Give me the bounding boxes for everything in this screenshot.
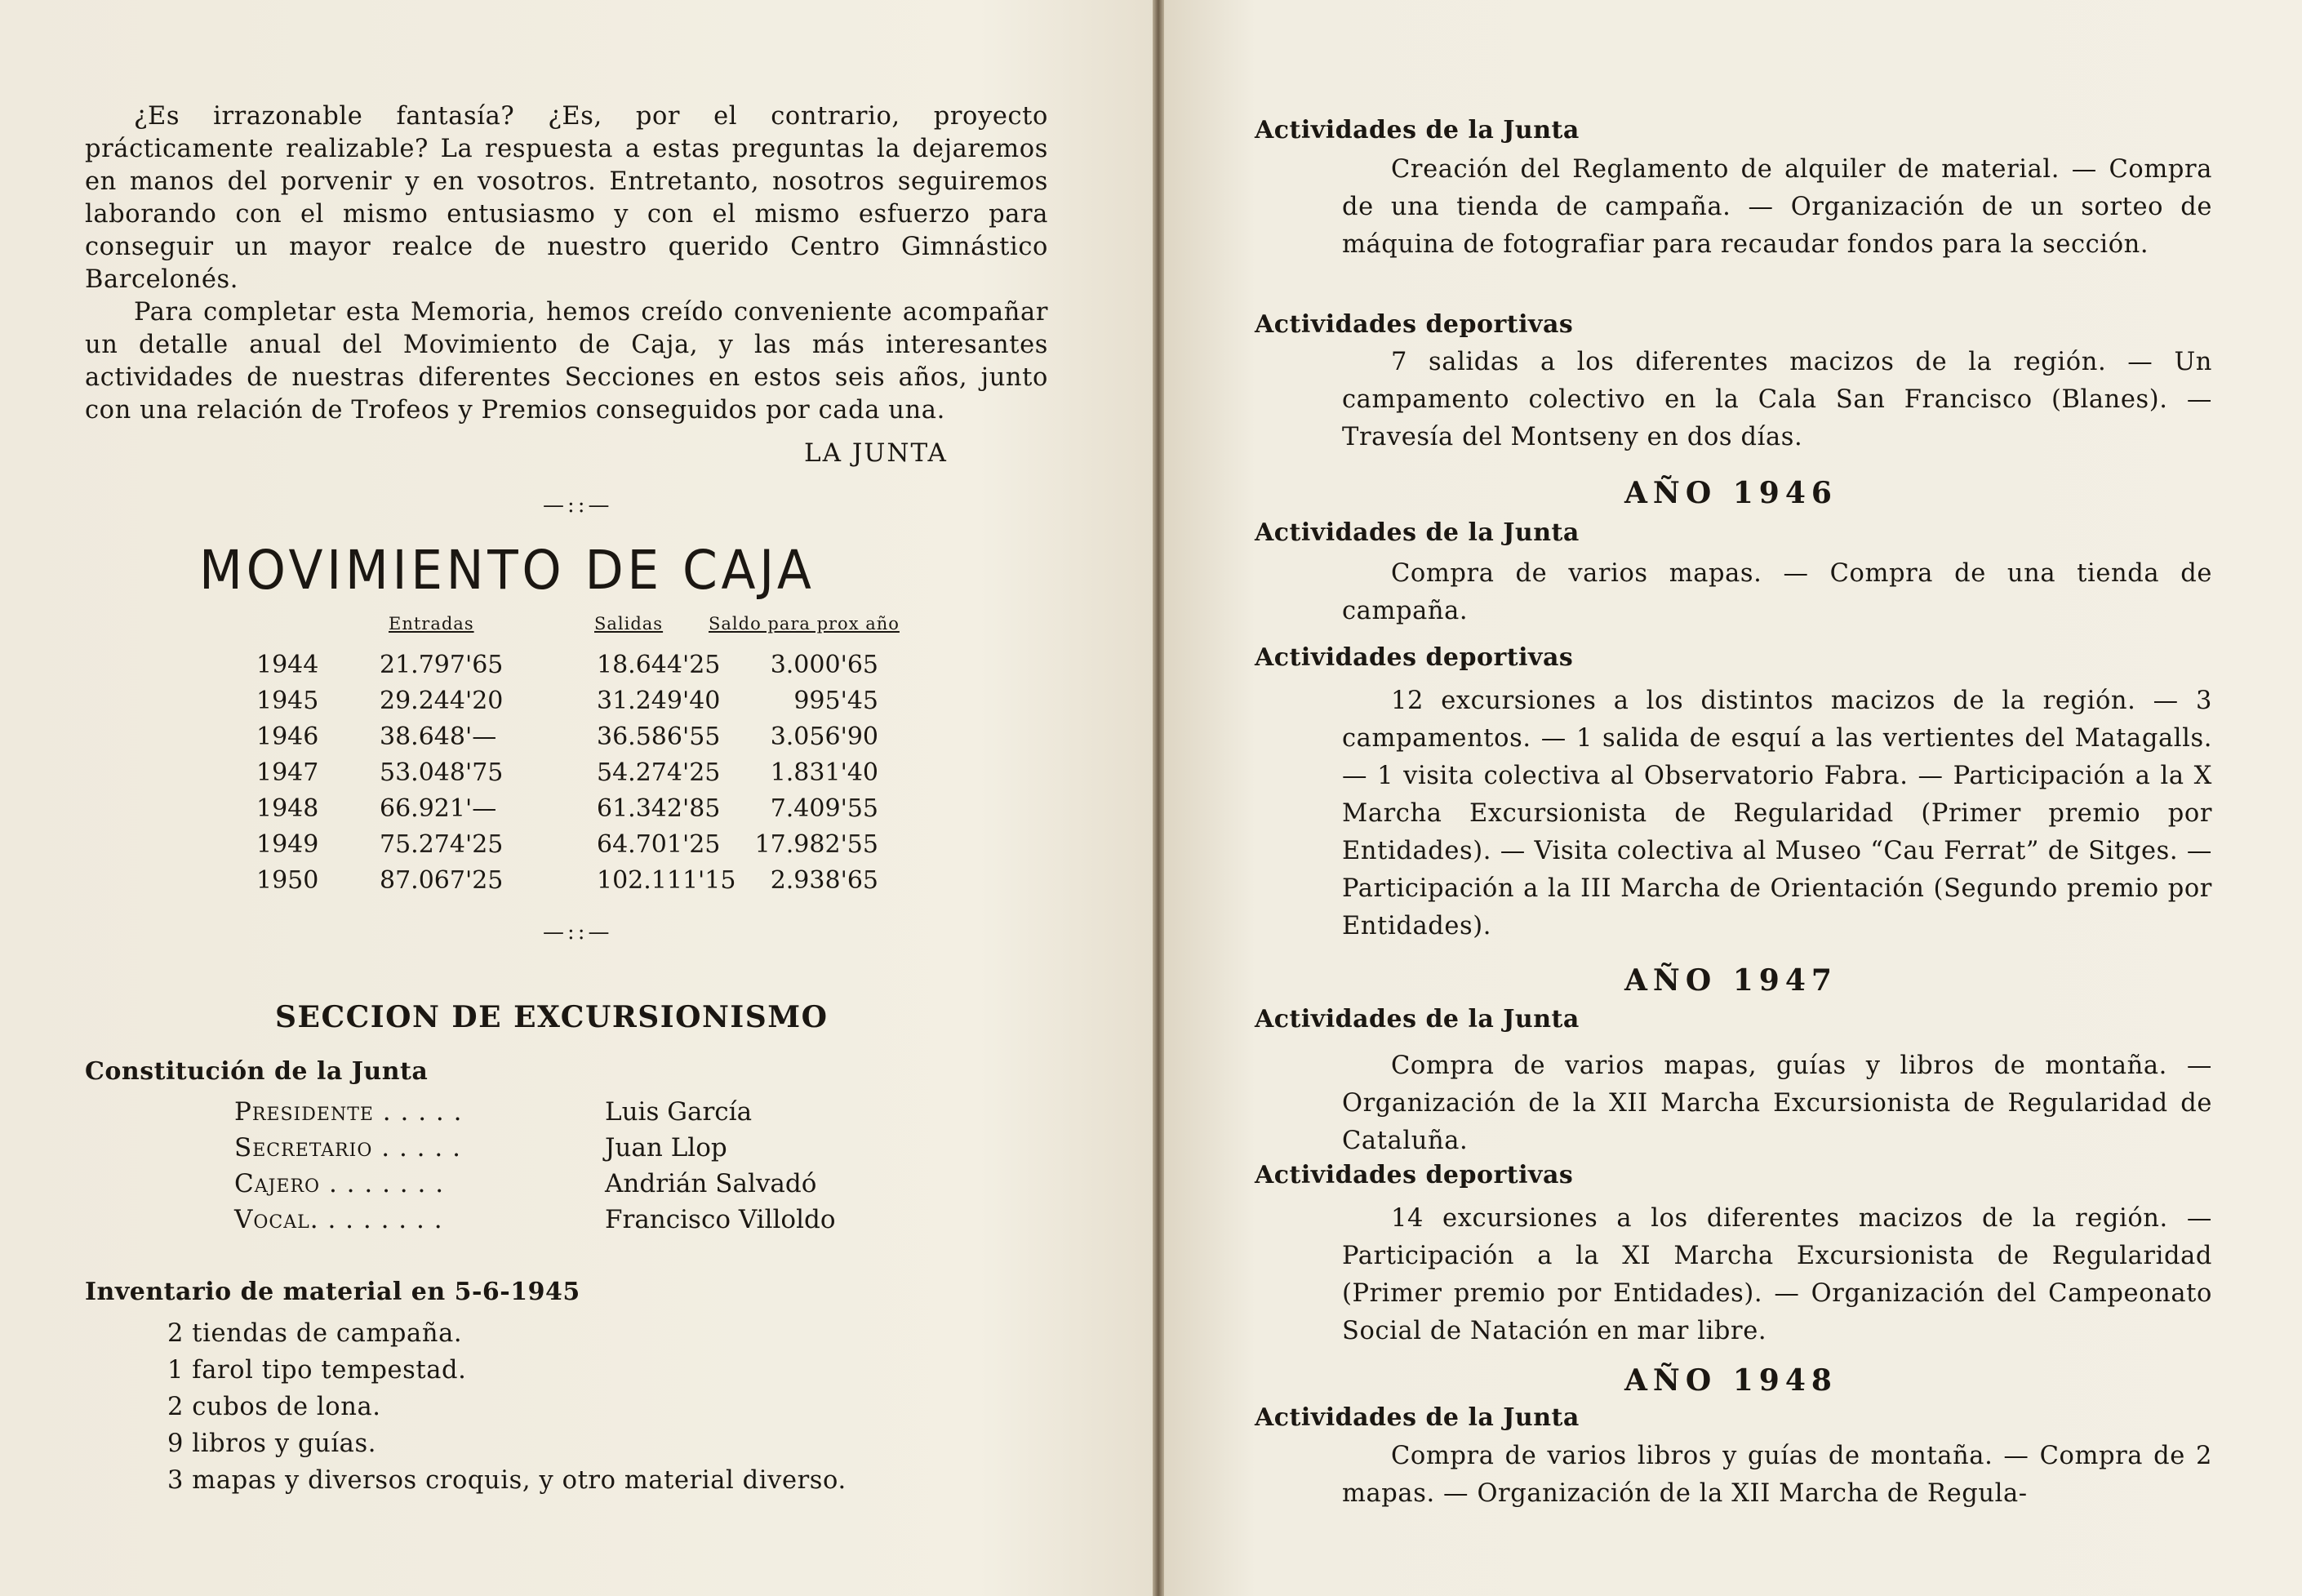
- cash-year: 1950: [256, 866, 319, 895]
- cash-row: [0, 829, 1153, 861]
- intro-paragraph: Para completar esta Memoria, hemos creído conveniente acompañar un detalle anual del Movimiento de Caja, y las más interesantes actividades de nuestras diferentes Secciones en estos seis años, junto con una relación de Trofeos y Premios conseguidos por cada una.: [85, 298, 1048, 425]
- junta-role: Presidente . . . . .: [234, 1097, 463, 1127]
- cash-year: 1945: [256, 687, 319, 715]
- heading-actividades-junta: Actividades de la Junta: [1255, 518, 1580, 547]
- text-1946-deportivas: 12 excursiones a los distintos macizos de la región. — 3 campamentos. — 1 salida de esquí a las vertientes del Matagalls. — 1 visita colectiva al Observatorio Fabra. — Participación a la X Marcha Excursionista de Regularidad (Primer premio por Entidades). — Visita colectiva al Museo “Cau Ferrat” de Sitges. — Participación a la III Marcha de Orientación (Segundo premio por Entidades).: [1342, 687, 2212, 940]
- cash-headers: [0, 614, 1153, 638]
- junta-list: [234, 1094, 1051, 1241]
- cash-saldo: 1.831'40: [770, 758, 878, 787]
- signature: LA JUNTA: [804, 438, 948, 468]
- cash-title: MOVIMIENTO DE CAJA: [199, 539, 815, 602]
- cash-salidas: 102.111'15: [597, 866, 736, 895]
- inventory-item: 1 farol tipo tempestad.: [167, 1356, 467, 1385]
- inventory-item: 9 libros y guías.: [167, 1429, 377, 1458]
- year-1948-title: AÑO 1948: [1624, 1363, 1838, 1398]
- heading-actividades-deportivas: Actividades deportivas: [1255, 310, 1574, 339]
- cash-entradas: 53.048'75: [380, 758, 504, 787]
- cash-saldo: 2.938'65: [770, 866, 878, 895]
- cash-row: [0, 649, 1153, 682]
- junta-name: Juan Llop: [605, 1133, 727, 1163]
- cash-saldo: 7.409'55: [770, 794, 878, 823]
- cash-row: [0, 865, 1153, 897]
- inventory-item: 2 tiendas de campaña.: [167, 1319, 463, 1348]
- heading-actividades-deportivas: Actividades deportivas: [1255, 1161, 1574, 1189]
- cash-row: [0, 793, 1153, 825]
- cash-entradas: 29.244'20: [380, 687, 504, 715]
- cash-salidas: 61.342'85: [597, 794, 721, 823]
- header-saldo: Saldo para prox año: [709, 614, 900, 634]
- cash-saldo: 995'45: [793, 687, 878, 715]
- cash-salidas: 54.274'25: [597, 758, 721, 787]
- text-1945-junta: Creación del Reglamento de alquiler de material. — Compra de una tienda de campaña. — Organización de un sorteo de máquina de fotografiar para recaudar fondos para la sección.: [1342, 155, 2212, 259]
- inventory-heading: Inventario de material en 5-6-1945: [85, 1278, 580, 1306]
- separator: —::—: [543, 493, 613, 518]
- cash-salidas: 64.701'25: [597, 830, 721, 859]
- junta-member: [234, 1094, 1051, 1130]
- junta-role: Secretario . . . . .: [234, 1133, 461, 1163]
- year-1946-title: AÑO 1946: [1624, 476, 1838, 510]
- cash-table: [0, 649, 1153, 910]
- cash-entradas: 75.274'25: [380, 830, 504, 859]
- intro-paragraph: ¿Es irrazonable fantasía? ¿Es, por el contrario, proyecto prácticamente realizable? La respuesta a estas preguntas la dejaremos en manos del porvenir y en vosotros. Entretanto, nosotros seguiremos laborando con el mismo entusiasmo y con el mismo esfuerzo para conseguir un mayor realce de nuestro querido Centro Gimnástico Barcelonés.: [85, 102, 1048, 294]
- junta-heading: Constitución de la Junta: [85, 1057, 429, 1086]
- junta-member: [234, 1130, 1051, 1166]
- text-1947-junta: Compra de varios mapas, guías y libros de montaña. — Organización de la XII Marcha Excursionista de Regularidad de Cataluña.: [1342, 1051, 2212, 1155]
- year-1947-title: AÑO 1947: [1624, 963, 1838, 998]
- header-entradas: Entradas: [389, 614, 474, 634]
- cash-salidas: 18.644'25: [597, 651, 721, 679]
- cash-salidas: 36.586'55: [597, 722, 721, 751]
- cash-year: 1947: [256, 758, 319, 787]
- cash-entradas: 87.067'25: [380, 866, 504, 895]
- junta-name: Francisco Villoldo: [605, 1205, 836, 1234]
- separator: —::—: [543, 920, 613, 945]
- section-title: SECCION DE EXCURSIONISMO: [275, 1000, 829, 1034]
- inventory-list: [167, 1315, 1065, 1499]
- cash-entradas: 66.921'—: [380, 794, 497, 823]
- intro-text: [85, 100, 1048, 427]
- text-1946-junta: Compra de varios mapas. — Compra de una tienda de campaña.: [1342, 559, 2212, 625]
- cash-year: 1949: [256, 830, 319, 859]
- cash-year: 1948: [256, 794, 319, 823]
- cash-row: [0, 757, 1153, 789]
- cash-entradas: 38.648'—: [380, 722, 497, 751]
- cash-year: 1944: [256, 651, 319, 679]
- cash-saldo: 3.056'90: [770, 722, 878, 751]
- heading-actividades-junta: Actividades de la Junta: [1255, 116, 1580, 144]
- header-salidas: Salidas: [594, 614, 664, 634]
- cash-saldo: 17.982'55: [754, 830, 878, 859]
- heading-actividades-deportivas: Actividades deportivas: [1255, 643, 1574, 672]
- cash-row: [0, 721, 1153, 754]
- cash-saldo: 3.000'65: [770, 651, 878, 679]
- junta-name: Andrián Salvadó: [605, 1169, 817, 1198]
- inventory-item: 3 mapas y diversos croquis, y otro material diverso.: [167, 1466, 847, 1495]
- text-1945-deportivas: 7 salidas a los diferentes macizos de la región. — Un campamento colectivo en la Cala San Francisco (Blanes). — Travesía del Montseny en dos días.: [1342, 348, 2212, 451]
- right-page: [1164, 0, 2302, 1596]
- junta-name: Luis García: [605, 1097, 753, 1127]
- heading-actividades-junta: Actividades de la Junta: [1255, 1005, 1580, 1034]
- text-1948-junta: Compra de varios libros y guías de montaña. — Compra de 2 mapas. — Organización de la XII Marcha de Regula-: [1342, 1442, 2212, 1508]
- junta-member: [234, 1166, 1051, 1202]
- cash-salidas: 31.249'40: [597, 687, 721, 715]
- text-1947-deportivas: 14 excursiones a los diferentes macizos de la región. — Participación a la XI Marcha Excursionista de Regularidad (Primer premio por Entidades). — Organización del Campeonato Social de Natación en mar libre.: [1342, 1204, 2212, 1345]
- cash-year: 1946: [256, 722, 319, 751]
- cash-row: [0, 685, 1153, 718]
- heading-actividades-junta: Actividades de la Junta: [1255, 1403, 1580, 1432]
- junta-member: [234, 1202, 1051, 1238]
- inventory-item: 2 cubos de lona.: [167, 1393, 381, 1421]
- junta-role: Vocal. . . . . . . .: [234, 1205, 443, 1234]
- book-gutter: [1153, 0, 1164, 1596]
- junta-role: Cajero . . . . . . .: [234, 1169, 445, 1198]
- cash-entradas: 21.797'65: [380, 651, 504, 679]
